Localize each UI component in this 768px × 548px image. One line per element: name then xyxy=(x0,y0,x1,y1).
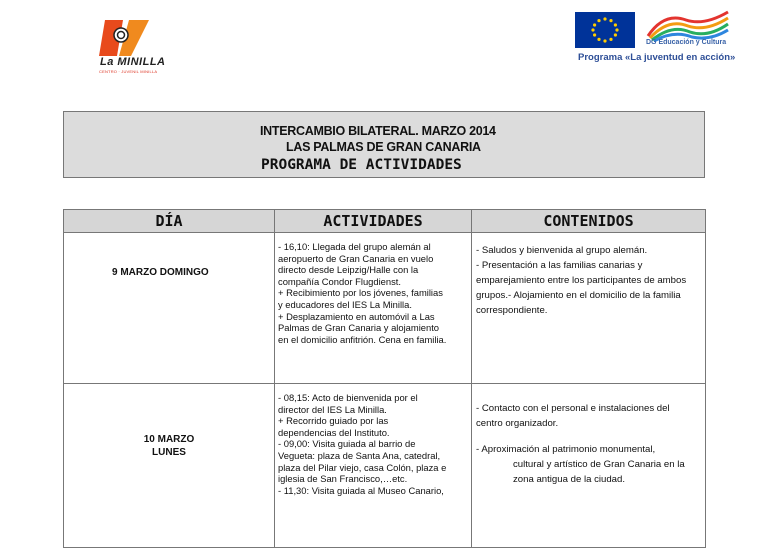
header-contenidos: CONTENIDOS xyxy=(472,210,706,233)
eu-flag-icon xyxy=(575,12,635,48)
activities-cell xyxy=(275,233,472,384)
eu-programme-text: Programa «La juventud en acción» xyxy=(578,52,736,63)
activity-line: + Recorrido guiado por las xyxy=(278,415,389,427)
content-line: - Presentación a las familias canarias y xyxy=(476,260,643,271)
activity-line: compañía Condor Flugdienst. xyxy=(278,275,401,287)
activity-line: directo desde Leipzig/Halle con la xyxy=(278,264,419,276)
logo-tagline: CENTRO · JUVENIL MINILLA xyxy=(99,69,158,74)
minilla-logo xyxy=(97,18,169,78)
logo-brand: La MINILLA xyxy=(100,56,166,68)
title-line-1: INTERCAMBIO BILATERAL. MARZO 2014 xyxy=(260,124,496,138)
day-cell xyxy=(64,384,275,548)
content-line: grupos.- Alojamiento en el domicilio de la familia xyxy=(476,290,681,301)
content-line: emparejamiento entre los participantes de ambos xyxy=(476,275,687,286)
activity-line: - 08,15: Acto de bienvenida por el xyxy=(278,392,418,403)
content-line: zona antigua de la ciudad. xyxy=(513,474,626,485)
day-cell: 9 MARZO DOMINGO xyxy=(64,233,275,384)
youth-in-action-logo-icon xyxy=(644,8,732,42)
activity-line: Vegueta: plaza de Santa Ana, catedral, xyxy=(278,449,441,461)
content-line: - Saludos y bienvenida al grupo alemán. xyxy=(476,245,648,256)
activity-line: - 16,10: Llegada del grupo alemán al xyxy=(278,241,431,252)
header-actividades: ACTIVIDADES xyxy=(275,210,472,233)
title-line-2: LAS PALMAS DE GRAN CANARIA xyxy=(286,140,481,154)
activity-line: Palmas de Gran Canaria y alojamiento xyxy=(278,322,440,334)
contents-cell xyxy=(472,233,706,384)
activity-line: - 11,30: Visita guiada al Museo Canario, xyxy=(278,484,444,496)
title-box xyxy=(63,111,705,178)
content-line: cultural y artístico de Gran Canaria en la xyxy=(513,459,685,470)
contents-cell xyxy=(472,384,706,548)
eu-dg-text: DG Educación y Cultura xyxy=(646,39,727,46)
table-row xyxy=(64,233,706,384)
content-line: - Aproximación al patrimonio monumental, xyxy=(476,444,656,455)
header-dia: DÍA xyxy=(64,210,275,233)
table-row xyxy=(64,384,706,548)
activity-line: en el domicilio anfitrión. Cena en familia. xyxy=(278,333,447,345)
day-line: LUNES xyxy=(152,446,186,458)
activity-line: dependencias del Instituto. xyxy=(278,426,390,438)
spacer xyxy=(476,431,702,442)
activity-line: + Desplazamiento en automóvil a Las xyxy=(278,310,435,322)
activity-line: director del IES La Minilla. xyxy=(278,403,387,415)
minilla-emblem-icon xyxy=(97,18,169,58)
activity-line: - 09,00: Visita guiada al barrio de xyxy=(278,438,416,450)
table-header-row xyxy=(64,210,706,233)
activity-line: aeropuerto de Gran Canaria en vuelo xyxy=(278,252,434,264)
activities-table xyxy=(63,209,706,548)
activity-line: y educadores del IES La Minilla. xyxy=(278,298,412,310)
content-line: centro organizador. xyxy=(476,418,559,429)
activity-line: + Recibimiento por los jóvenes, familias xyxy=(278,287,443,299)
content-line: correspondiente. xyxy=(476,305,548,316)
day-line: 10 MARZO xyxy=(143,434,195,445)
page-title: PROGRAMA DE ACTIVIDADES xyxy=(261,157,462,173)
activities-cell xyxy=(275,384,472,548)
activity-line: iglesia de San Francisco,…etc. xyxy=(278,473,408,485)
activity-line: plaza del Pilar viejo, casa Colón, plaza e xyxy=(278,461,447,473)
content-line: - Contacto con el personal e instalaciones del xyxy=(476,403,670,414)
